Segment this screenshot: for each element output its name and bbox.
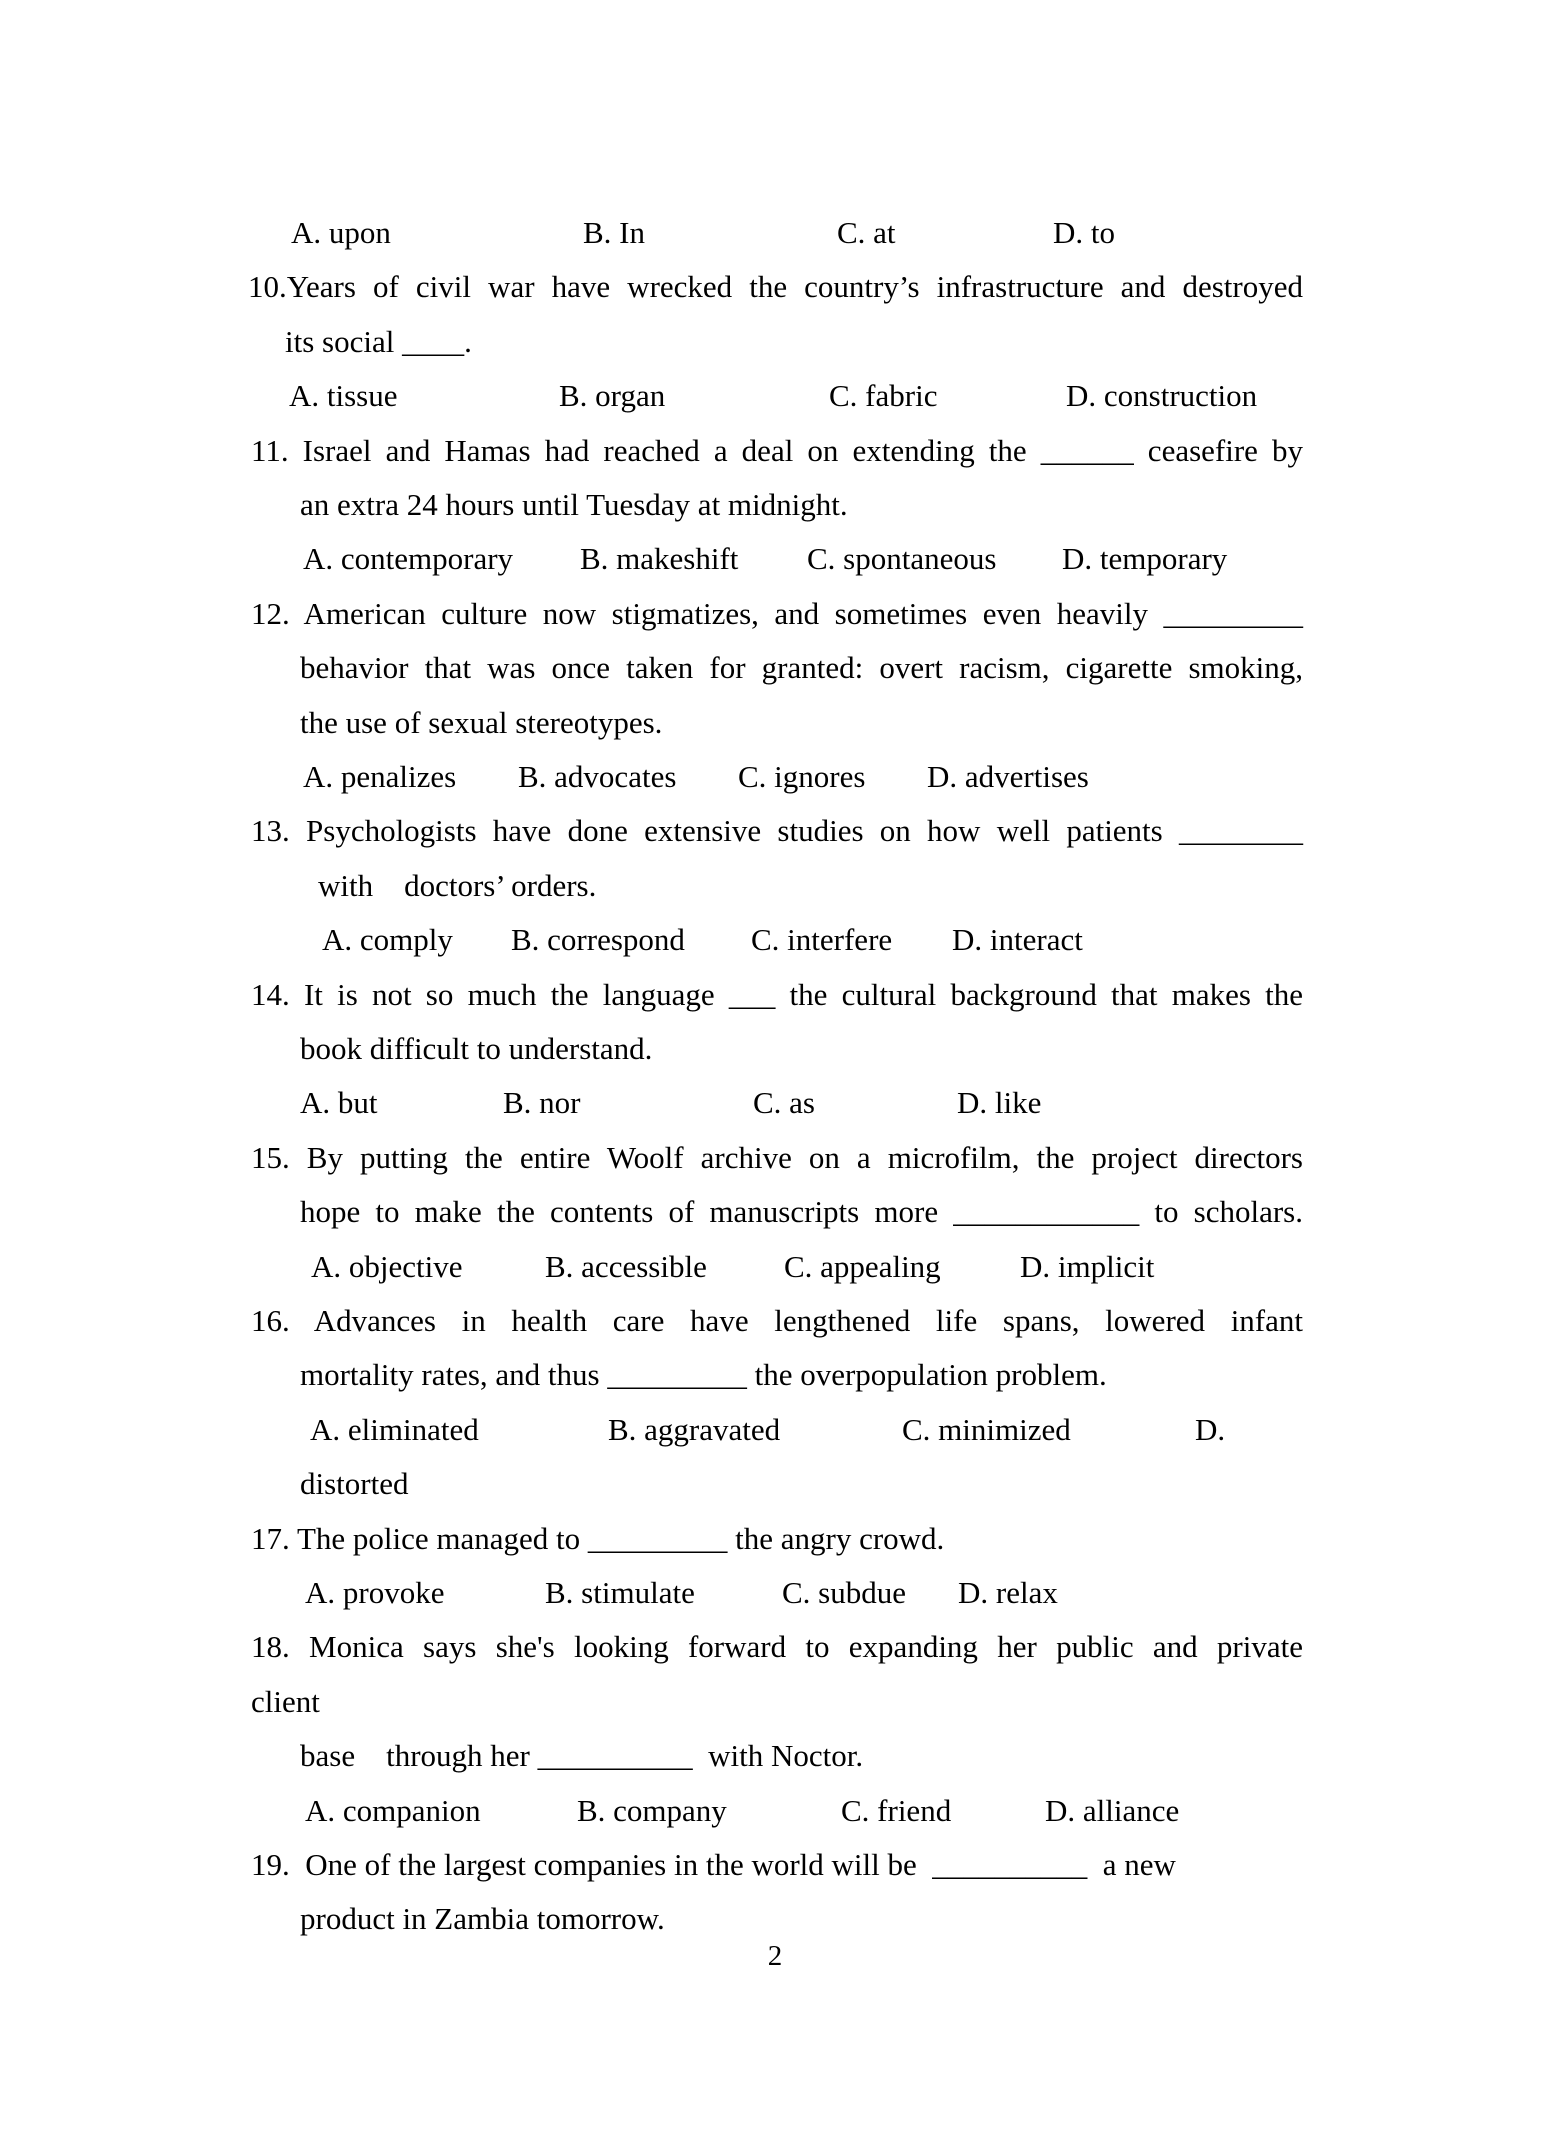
option-item: C. interfere	[751, 922, 893, 958]
option-row	[0, 1566, 1550, 1620]
option-item: D.	[1195, 1411, 1226, 1447]
option-item: D. to	[1053, 215, 1115, 250]
question-text-line: base through her __________ with Noctor.	[300, 1738, 864, 1774]
option-row	[0, 750, 1550, 804]
option-row	[0, 369, 1550, 423]
question-text-line: distorted	[300, 1466, 409, 1502]
question-text-line: 18. Monica says she's looking forward to expanding her public and private	[251, 1629, 1303, 1665]
option-row	[0, 206, 1550, 260]
option-item: B. makeshift	[580, 541, 739, 577]
option-item: C. minimized	[902, 1411, 1071, 1447]
option-item: C. appealing	[784, 1248, 941, 1284]
option-item: C. ignores	[738, 759, 866, 794]
option-item: A. companion	[305, 1792, 481, 1828]
question-text-line: 15. By putting the entire Woolf archive on a microfilm, the project directors	[251, 1139, 1303, 1175]
option-item: A. contemporary	[303, 541, 514, 577]
option-item: D. construction	[1066, 378, 1258, 414]
option-item: B. In	[583, 215, 645, 250]
option-item: B. advocates	[518, 759, 677, 794]
question-text-line: product in Zambia tomorrow.	[300, 1901, 665, 1937]
question-text-line: 10.Years of civil war have wrecked the country’s infrastructure and destroyed	[248, 269, 1303, 305]
option-row	[0, 1403, 1550, 1457]
option-row	[0, 532, 1550, 586]
option-item: A. provoke	[305, 1575, 445, 1610]
question-text-line: behavior that was once taken for granted: overt racism, cigarette smoking,	[300, 650, 1303, 686]
question-text-line: the use of sexual stereotypes.	[300, 704, 663, 740]
question-text-line: 14. It is not so much the language ___ the cultural background that makes the	[251, 976, 1303, 1012]
question-text-line: hope to make the contents of manuscripts more ____________ to scholars.	[300, 1194, 1303, 1230]
option-item: A. upon	[291, 215, 391, 250]
option-item: C. subdue	[782, 1575, 906, 1610]
question-text-line: book difficult to understand.	[300, 1031, 653, 1066]
option-item: D. implicit	[1020, 1248, 1155, 1284]
option-item: B. company	[577, 1792, 727, 1828]
question-text-line: 11. Israel and Hamas had reached a deal on extending the ______ ceasefire by	[251, 432, 1303, 468]
question-text-line: 19. One of the largest companies in the world will be __________ a new	[251, 1847, 1176, 1882]
option-item: A. objective	[311, 1248, 463, 1284]
option-item: A. eliminated	[310, 1411, 479, 1447]
option-item: A. tissue	[289, 378, 398, 414]
option-item: A. penalizes	[303, 759, 457, 794]
option-item: A. comply	[322, 922, 453, 958]
question-text-line: 13. Psychologists have done extensive studies on how well patients ________	[251, 813, 1303, 849]
option-item: C. friend	[841, 1792, 952, 1828]
option-item: C. as	[753, 1085, 815, 1121]
option-item: B. correspond	[511, 922, 685, 958]
question-text-line: mortality rates, and thus _________ the overpopulation problem.	[300, 1357, 1107, 1393]
question-text-line: 12. American culture now stigmatizes, and sometimes even heavily _________	[251, 595, 1303, 631]
question-text-line: 17. The police managed to _________ the angry crowd.	[251, 1520, 945, 1556]
option-item: B. organ	[559, 378, 666, 414]
question-text-line: client	[251, 1683, 320, 1719]
option-item: C. spontaneous	[807, 541, 997, 577]
option-item: D. relax	[958, 1575, 1058, 1610]
option-item: D. alliance	[1045, 1792, 1180, 1828]
question-text-line: with doctors’ orders.	[318, 867, 597, 903]
option-item: B. stimulate	[545, 1575, 695, 1610]
option-item: B. accessible	[545, 1248, 707, 1284]
question-text-line: 16. Advances in health care have lengthened life spans, lowered infant	[251, 1303, 1303, 1338]
option-row	[0, 1784, 1550, 1838]
option-item: B. nor	[503, 1085, 581, 1121]
question-text-line: its social ____.	[285, 323, 472, 359]
option-item: D. interact	[952, 922, 1083, 958]
option-item: B. aggravated	[608, 1411, 781, 1447]
option-item: A. but	[300, 1085, 378, 1121]
option-row	[0, 1076, 1550, 1130]
option-row	[0, 913, 1550, 967]
page-number: 2	[767, 1940, 783, 1972]
option-item: D. like	[957, 1085, 1042, 1121]
option-item: C. at	[837, 215, 896, 250]
option-item: D. advertises	[927, 759, 1089, 794]
option-item: D. temporary	[1062, 541, 1228, 577]
option-item: C. fabric	[829, 378, 938, 414]
question-text-line: an extra 24 hours until Tuesday at midnight.	[300, 487, 848, 522]
option-row	[0, 1240, 1550, 1294]
